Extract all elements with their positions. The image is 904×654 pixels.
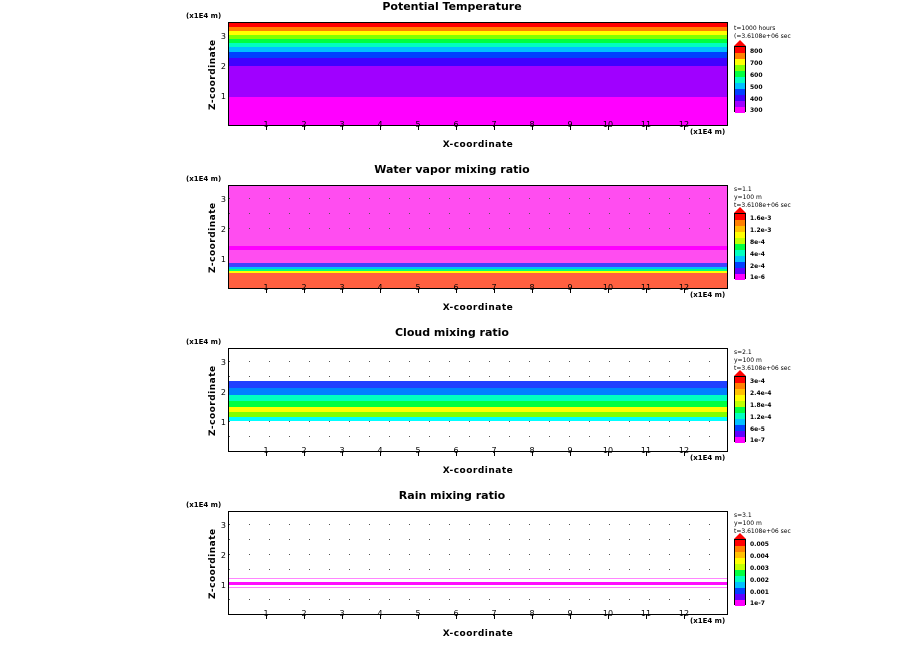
colorbar-label: 0.002 bbox=[750, 577, 769, 584]
colorbar-label: 1.2e-3 bbox=[750, 227, 772, 234]
y-tick-label: 2 bbox=[220, 225, 226, 234]
x-tick-label: 5 bbox=[415, 120, 421, 129]
x-tick-label: 2 bbox=[301, 120, 307, 129]
y-tick-label: 2 bbox=[220, 551, 226, 560]
x-axis-label: X-coordinate bbox=[442, 466, 514, 476]
colorbar-label: 2.4e-4 bbox=[750, 390, 772, 397]
colorbar bbox=[734, 46, 746, 112]
y-axis-label: Z-coordinate bbox=[208, 39, 218, 110]
colorbar-label: 1e-6 bbox=[750, 274, 765, 281]
grid-dot-row bbox=[229, 213, 727, 214]
colorbar bbox=[734, 213, 746, 279]
panel-annotation: (=3.6108e+06 sec bbox=[734, 33, 791, 40]
colorbar-label: 4e-4 bbox=[750, 251, 765, 258]
colorbar-label: 6e-5 bbox=[750, 426, 765, 433]
colorbar bbox=[734, 539, 746, 605]
x-tick-label: 6 bbox=[453, 609, 459, 618]
y-axis-unit: (x1E4 m) bbox=[186, 338, 222, 346]
y-tick-label: 1 bbox=[220, 581, 226, 590]
x-tick-label: 5 bbox=[415, 446, 421, 455]
y-tick-label: 3 bbox=[220, 521, 226, 530]
panel-potential-temperature bbox=[0, 0, 904, 160]
x-tick-label: 3 bbox=[339, 446, 345, 455]
x-tick-label: 10 bbox=[602, 446, 614, 455]
colorbar-label: 400 bbox=[750, 96, 763, 103]
band-380 bbox=[229, 66, 727, 97]
band-2.9e-4 bbox=[229, 388, 727, 395]
band-rain-trace bbox=[229, 587, 727, 588]
y-axis-label: Z-coordinate bbox=[208, 528, 218, 599]
colorbar-label: 1.8e-4 bbox=[750, 402, 772, 409]
y-tick-label: 3 bbox=[220, 358, 226, 367]
x-tick-label: 3 bbox=[339, 120, 345, 129]
plot-area bbox=[228, 22, 728, 126]
x-tick-label: 4 bbox=[377, 446, 383, 455]
x-tick-label: 9 bbox=[567, 120, 573, 129]
y-axis-unit: (x1E4 m) bbox=[186, 175, 222, 183]
band-450 bbox=[229, 58, 727, 66]
x-tick-label: 3 bbox=[339, 283, 345, 292]
panel-annotation: t=3.6108e+06 sec bbox=[734, 528, 791, 535]
plot-area bbox=[228, 511, 728, 615]
colorbar-segment bbox=[735, 437, 745, 443]
panel-annotation: s=1.1 bbox=[734, 186, 752, 193]
panel-annotation: t=3.6108e+06 sec bbox=[734, 202, 791, 209]
y-tick-label: 1 bbox=[220, 418, 226, 427]
x-tick-label: 12 bbox=[678, 609, 690, 618]
panel-title: Water vapor mixing ratio bbox=[374, 163, 530, 176]
x-tick-label: 10 bbox=[602, 283, 614, 292]
x-axis-unit: (x1E4 m) bbox=[690, 454, 726, 462]
x-tick-label: 6 bbox=[453, 283, 459, 292]
panel-cloud-mixing-ratio bbox=[0, 326, 904, 486]
colorbar-label: 0.005 bbox=[750, 541, 769, 548]
y-tick-label: 1 bbox=[220, 92, 226, 101]
band-rain-0.0008 bbox=[229, 582, 727, 585]
x-tick-label: 2 bbox=[301, 446, 307, 455]
colorbar-label: 1e-7 bbox=[750, 437, 765, 444]
x-tick-label: 9 bbox=[567, 446, 573, 455]
panel-title: Rain mixing ratio bbox=[398, 489, 506, 502]
colorbar-label: 1e-7 bbox=[750, 600, 765, 607]
x-tick-label: 7 bbox=[491, 120, 497, 129]
colorbar-label: 0.003 bbox=[750, 565, 769, 572]
panel-annotation: s=3.1 bbox=[734, 512, 752, 519]
x-tick-label: 2 bbox=[301, 609, 307, 618]
y-axis-label: Z-coordinate bbox=[208, 365, 218, 436]
contour-bands bbox=[229, 349, 727, 451]
x-axis-unit: (x1E4 m) bbox=[690, 617, 726, 625]
colorbar-label: 1.2e-4 bbox=[750, 414, 772, 421]
x-tick-label: 3 bbox=[339, 609, 345, 618]
x-tick-label: 12 bbox=[678, 120, 690, 129]
x-tick-label: 9 bbox=[567, 283, 573, 292]
y-tick-label: 2 bbox=[220, 388, 226, 397]
contour-bands bbox=[229, 512, 727, 614]
x-tick-label: 10 bbox=[602, 609, 614, 618]
grid-dot-row bbox=[229, 228, 727, 229]
y-axis-label: Z-coordinate bbox=[208, 202, 218, 273]
plot-area bbox=[228, 348, 728, 452]
y-tick-label: 1 bbox=[220, 255, 226, 264]
colorbar-segment bbox=[735, 274, 745, 280]
colorbar-label: 600 bbox=[750, 72, 763, 79]
x-tick-label: 8 bbox=[529, 446, 535, 455]
band-3e-5 bbox=[229, 417, 727, 421]
y-tick-label: 3 bbox=[220, 32, 226, 41]
panel-annotation: y=100 m bbox=[734, 357, 762, 364]
x-tick-label: 11 bbox=[640, 120, 652, 129]
x-tick-label: 12 bbox=[678, 446, 690, 455]
x-tick-label: 6 bbox=[453, 446, 459, 455]
x-tick-label: 6 bbox=[453, 120, 459, 129]
colorbar-label: 8e-4 bbox=[750, 239, 765, 246]
panel-annotation: t=1000 hours bbox=[734, 25, 776, 32]
x-tick-label: 5 bbox=[415, 609, 421, 618]
x-axis-label: X-coordinate bbox=[442, 629, 514, 639]
panel-title: Cloud mixing ratio bbox=[394, 326, 509, 339]
y-axis-unit: (x1E4 m) bbox=[186, 12, 222, 20]
colorbar-segment bbox=[735, 600, 745, 606]
x-tick-label: 4 bbox=[377, 609, 383, 618]
x-tick-label: 12 bbox=[678, 283, 690, 292]
grid-dot-row bbox=[229, 198, 727, 199]
x-tick-label: 11 bbox=[640, 609, 652, 618]
colorbar-label: 3e-4 bbox=[750, 378, 765, 385]
colorbar-label: 2e-4 bbox=[750, 263, 765, 270]
contour-bands bbox=[229, 23, 727, 125]
y-axis-unit: (x1E4 m) bbox=[186, 501, 222, 509]
x-tick-label: 9 bbox=[567, 609, 573, 618]
panel-annotation: t=3.6108e+06 sec bbox=[734, 365, 791, 372]
y-tick-label: 2 bbox=[220, 62, 226, 71]
x-tick-label: 8 bbox=[529, 609, 535, 618]
panel-water-vapor-mixing-ratio bbox=[0, 163, 904, 323]
panel-annotation: y=100 m bbox=[734, 194, 762, 201]
x-tick-label: 1 bbox=[263, 120, 269, 129]
x-tick-label: 5 bbox=[415, 283, 421, 292]
x-tick-label: 4 bbox=[377, 120, 383, 129]
colorbar-segment bbox=[735, 107, 745, 113]
band-3e-4 bbox=[229, 381, 727, 388]
x-tick-label: 11 bbox=[640, 283, 652, 292]
panel-annotation: y=100 m bbox=[734, 520, 762, 527]
x-tick-label: 7 bbox=[491, 283, 497, 292]
colorbar-label: 700 bbox=[750, 60, 763, 67]
x-tick-label: 7 bbox=[491, 446, 497, 455]
y-tick-label: 3 bbox=[220, 195, 226, 204]
x-axis-label: X-coordinate bbox=[442, 140, 514, 150]
x-tick-label: 1 bbox=[263, 446, 269, 455]
colorbar-label: 0.004 bbox=[750, 553, 769, 560]
panel-rain-mixing-ratio bbox=[0, 489, 904, 654]
x-tick-label: 1 bbox=[263, 283, 269, 292]
plot-area bbox=[228, 185, 728, 289]
panel-title: Potential Temperature bbox=[382, 0, 522, 13]
x-tick-label: 8 bbox=[529, 283, 535, 292]
colorbar-label: 1.6e-3 bbox=[750, 215, 772, 222]
panel-annotation: s=2.1 bbox=[734, 349, 752, 356]
x-tick-label: 4 bbox=[377, 283, 383, 292]
x-tick-label: 7 bbox=[491, 609, 497, 618]
colorbar-label: 800 bbox=[750, 48, 763, 55]
x-tick-label: 11 bbox=[640, 446, 652, 455]
colorbar-label: 500 bbox=[750, 84, 763, 91]
x-tick-label: 2 bbox=[301, 283, 307, 292]
band-rain-trace bbox=[229, 578, 727, 579]
colorbar-label: 0.001 bbox=[750, 589, 769, 596]
colorbar-label: 300 bbox=[750, 107, 763, 114]
x-axis-unit: (x1E4 m) bbox=[690, 128, 726, 136]
x-axis-unit: (x1E4 m) bbox=[690, 291, 726, 299]
x-axis-label: X-coordinate bbox=[442, 303, 514, 313]
grid-dots bbox=[229, 186, 727, 288]
x-tick-label: 10 bbox=[602, 120, 614, 129]
x-tick-label: 1 bbox=[263, 609, 269, 618]
x-tick-label: 8 bbox=[529, 120, 535, 129]
colorbar bbox=[734, 376, 746, 442]
